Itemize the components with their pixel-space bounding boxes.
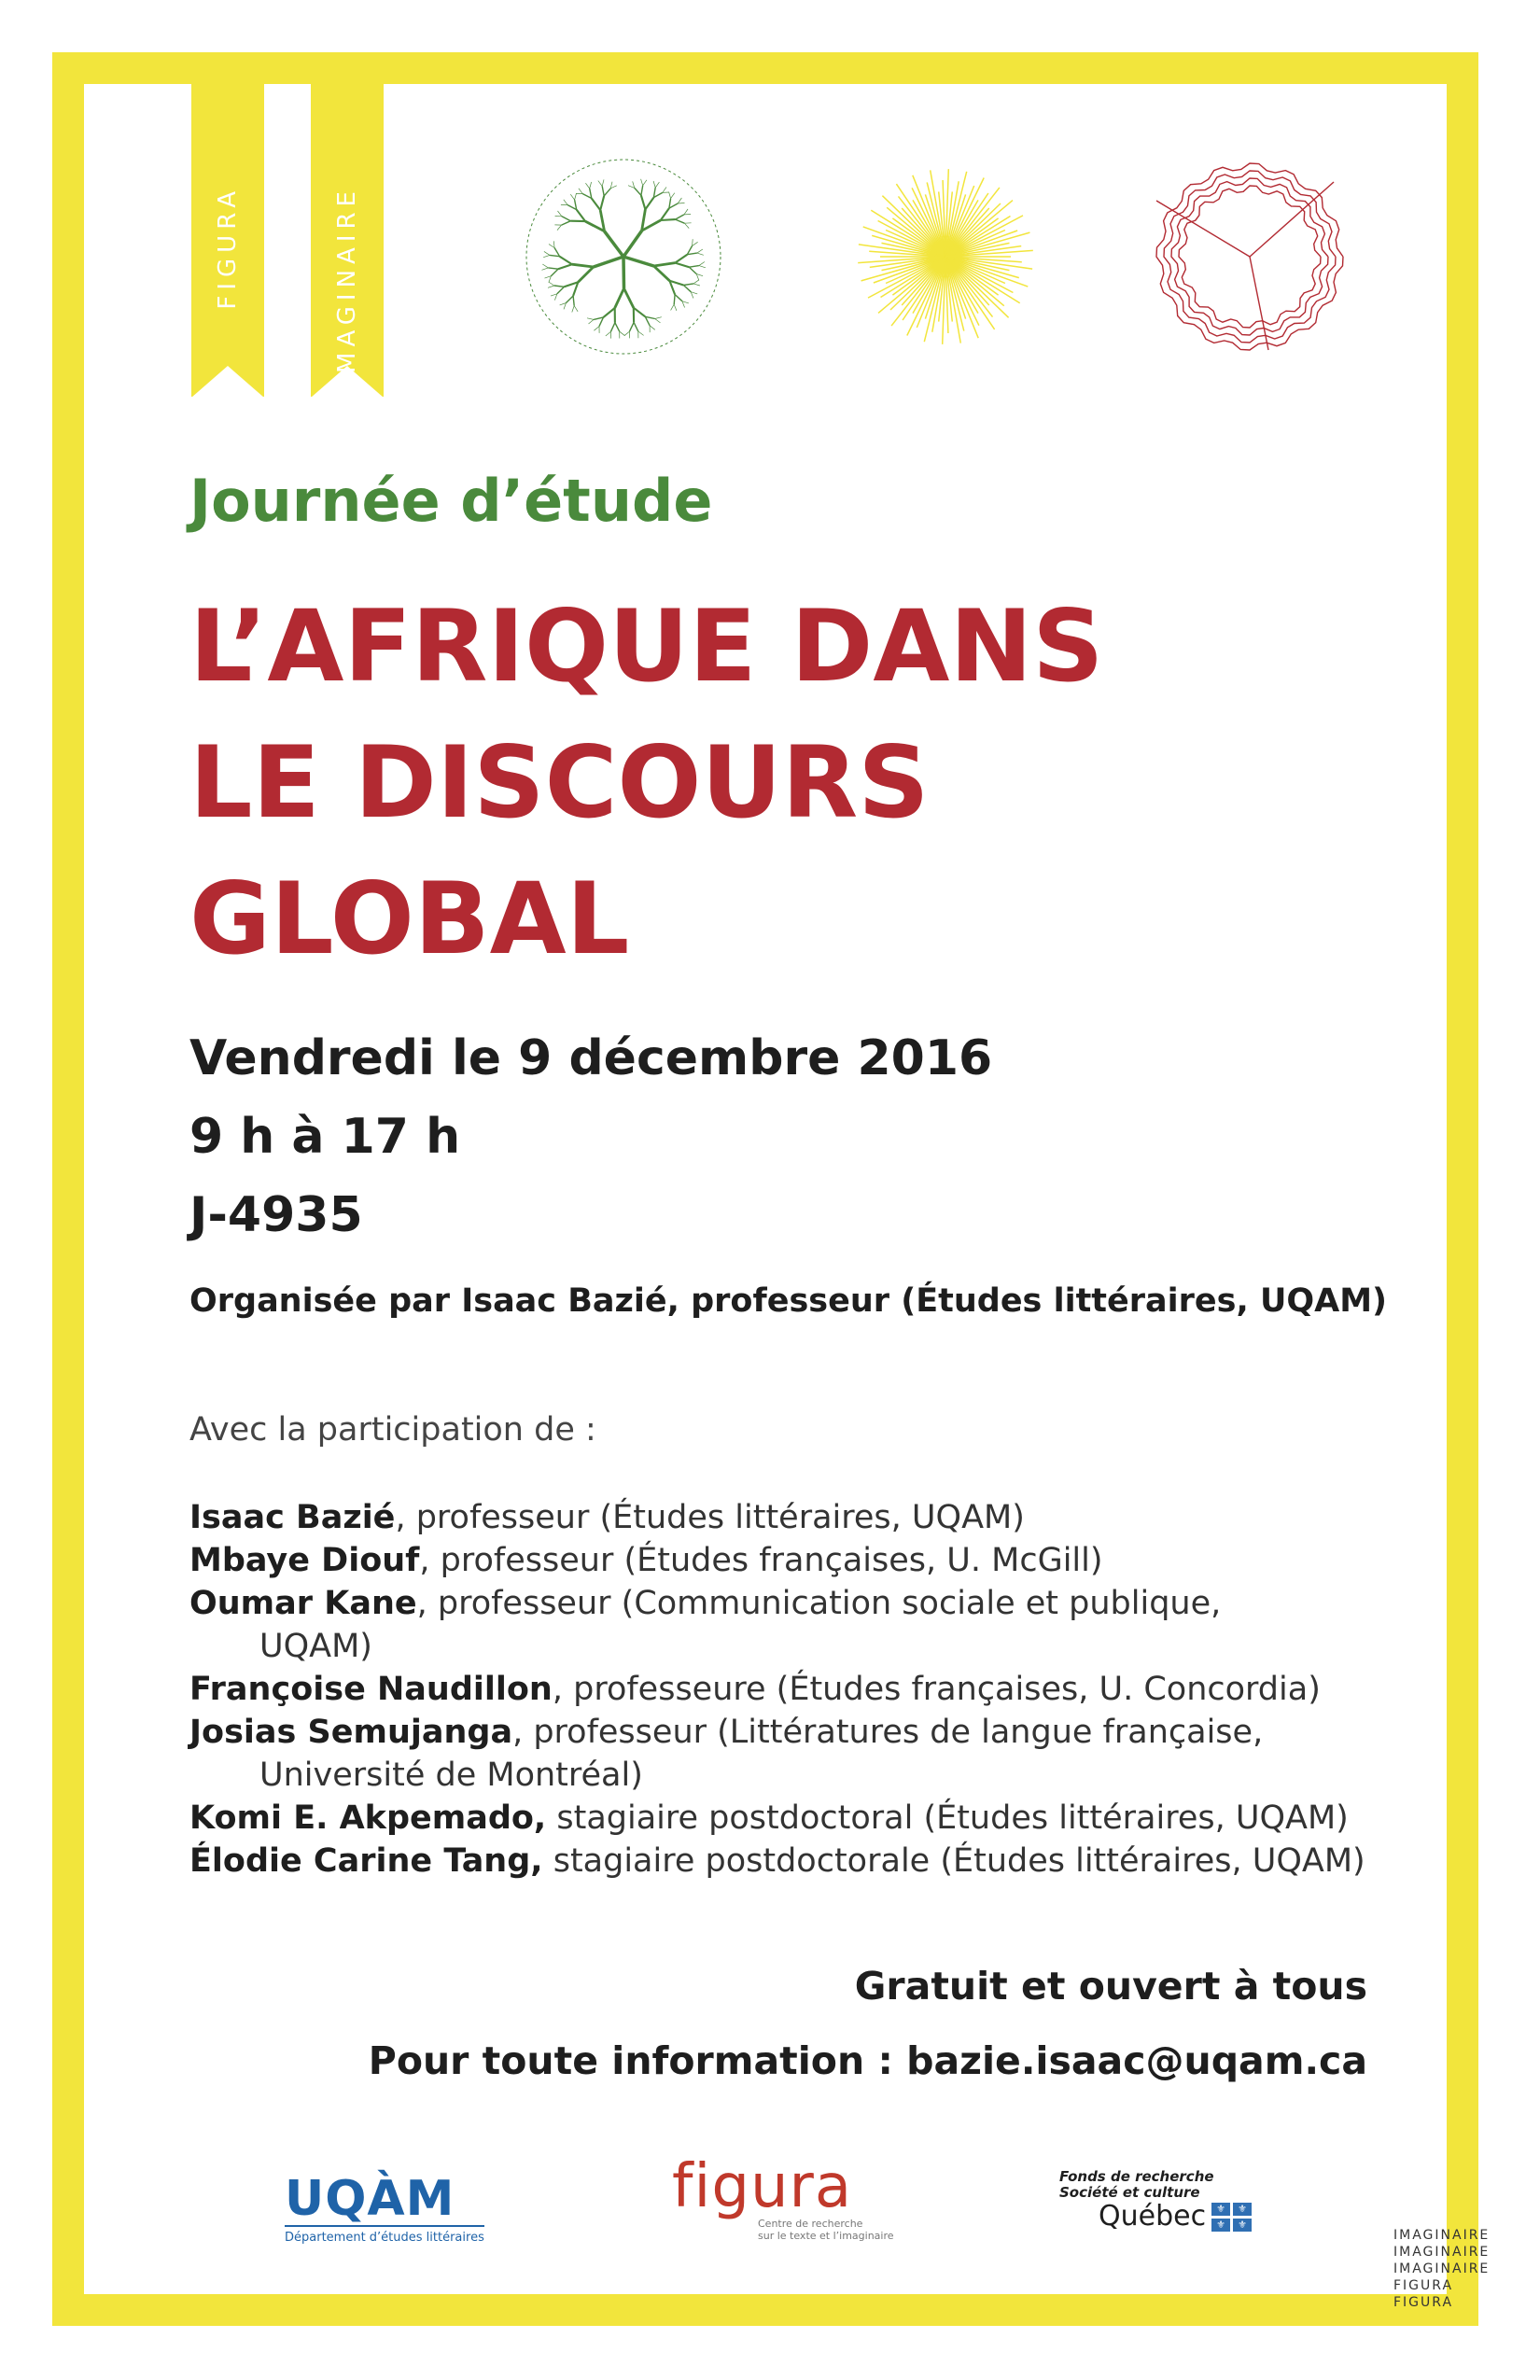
uqam-department: Département d’études littéraires [285,2225,484,2245]
participant-item: Josias Semujanga, professeur (Littératures de langue française, [189,1714,1264,1751]
figura-wordmark: figura [672,2152,853,2221]
participant-item: Oumar Kane, professeur (Communication sociale et publique, [189,1585,1222,1622]
green-tree-motif-icon [521,154,726,359]
event-room: J-4935 [189,1187,363,1243]
frq-line-2: Société et culture [1059,2184,1200,2201]
event-title [189,579,1403,987]
subtitle: Journée d’étude [189,467,713,535]
participant-continuation: UQAM) [259,1628,372,1665]
organiser-line: Organisée par Isaac Bazié, professeur (Études littéraires, UQAM) [189,1282,1388,1320]
participant-item: Françoise Naudillon, professeure (Études françaises, U. Concordia) [189,1671,1321,1708]
free-admission-text: Gratuit et ouvert à tous [854,1964,1367,2009]
uqam-logo [285,2173,484,2245]
figura-sub-2: sur le texte et l’imaginaire [758,2230,894,2242]
participant-item: Mbaye Diouf, professeur (Études françaises, U. McGill) [189,1542,1103,1579]
quebec-flag-icon: ⚜ ⚜ ⚜ ⚜ [1211,2203,1252,2232]
ribbon-imaginaire [311,83,384,397]
participant-item: Élodie Carine Tang, stagiaire postdoctorale (Études littéraires, UQAM) [189,1842,1365,1880]
ribbon-figura-label: FIGURA [214,186,242,310]
contact-info[interactable]: Pour toute information : bazie.isaac@uqam.ca [368,2038,1367,2083]
figura-sub-1: Centre de recherche [758,2218,863,2230]
event-details [189,1019,992,1254]
ribbon-figura [191,83,264,397]
participant-continuation: Université de Montréal) [259,1757,643,1794]
frq-quebec: Québec [1099,2200,1207,2233]
participants-list [189,1496,1403,1883]
participant-item: Komi E. Akpemado, stagiaire postdoctoral (Études littéraires, UQAM) [189,1799,1349,1837]
event-time: 9 h à 17 h [189,1109,461,1165]
title-line-2: LE DISCOURS [189,725,930,840]
title-line-3: GLOBAL [189,861,630,976]
event-date: Vendredi le 9 décembre 2016 [189,1030,993,1086]
participation-label: Avec la participation de : [189,1411,596,1449]
figura-logo [672,2152,894,2242]
red-maze-motif-icon [1147,154,1352,359]
uqam-wordmark: UQÀM [285,2171,455,2227]
ribbon-imaginaire-label: IMAGINAIRE [333,186,361,386]
imaginaire-figura-corner-logo: IMAGINAIRE IMAGINAIRE IMAGINAIRE FIGURA FIGURA [1393,2228,1491,2310]
title-line-1: L’AFRIQUE DANS [189,589,1104,704]
participant-item: Isaac Bazié, professeur (Études littéraires, UQAM) [189,1499,1025,1536]
frq-logo [1059,2169,1252,2233]
yellow-sunburst-motif-icon [843,154,1048,359]
frq-line-1: Fonds de recherche [1059,2168,1214,2185]
